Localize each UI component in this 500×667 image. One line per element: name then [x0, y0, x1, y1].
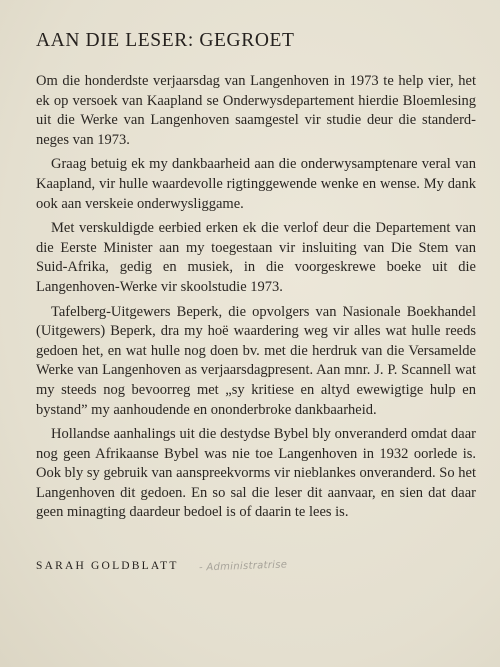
paragraph-4: Tafelberg-Uitgewers Beperk, die opvolgers van Nasionale Boekhandel (Uitgewers) Beperk, dra my hoë waardering weg vir alles wat hulle reeds gedoen het, en wat hulle nog doen bv. met die herdruk van die Versamelde Werke van Langenhoven as verjaarsdagpresent. Aan mnr. J. P. Scannell wat my steeds nog bevoorreg met „sy kritiese en altyd ewewigtige hulp en bystand” my aanhoudende en ononderbroke dankbaarheid. [36, 303, 476, 418]
author-signature: SARAH GOLDBLATT [36, 560, 179, 572]
signature-row [36, 560, 287, 572]
page-body [36, 30, 476, 528]
page-title: AAN DIE LESER: GEGROET [36, 30, 295, 51]
paragraph-3: Met verskuldigde eerbied erken ek die verlof deur die Departement van die Eerste Minister aan my toegestaan vir insluiting van Die Stem van Suid-Afrika, gedig en musiek, in die voorgeskrewe boeke uit die Langenhoven-Werke vir skoolstudie 1973. [36, 220, 476, 295]
paragraph-2: Graag betuig ek my dankbaarheid aan die onderwysamptenare veral van Kaapland, vir hulle waardevolle rigtinggewende wenke en wense. My dank ook aan verskeie onderwysliggame. [36, 156, 476, 212]
paragraph-1: Om die honderdste verjaarsdag van Langenhoven in 1973 te help vier, het ek op versoek van Kaapland se Onderwysdepartement hierdie Bloemlesing uit die Werke van Langenhoven saamgestel vir studie deur die standerd-neges van 1973. [36, 73, 476, 148]
handwritten-annotation: - Administratrise [198, 558, 288, 574]
paragraph-5: Hollandse aanhalings uit die destydse Bybel bly onveranderd omdat daar nog geen Afrikaanse Bybel was nie toe Langenhoven in 1932 oorlede is. Ook bly sy gebruik van aanspreekvorms vir nieblankes onveranderd. So het Langenhoven dit gedoen. En so sal die leser dit aanvaar, en sien dat daar geen minagting daardeur bedoel is of daarin te lees is. [36, 426, 476, 521]
